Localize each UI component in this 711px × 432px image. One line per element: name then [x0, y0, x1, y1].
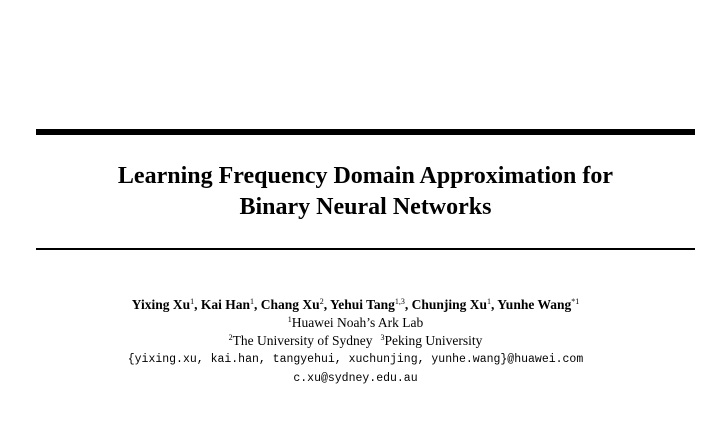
email-line-1: {yixing.xu, kai.han, tangyehui, xuchunjing, yunhe.wang}@huawei.com: [127, 353, 584, 366]
paper-title: [36, 161, 695, 223]
affiliation-line-1: [0, 314, 711, 332]
title-line-2: Binary Neural Networks: [239, 194, 492, 220]
author-name: Yunhe Wang: [497, 297, 572, 312]
author-affiliation-mark: *1: [571, 297, 580, 306]
affiliation-name: Huawei Noah’s Ark Lab: [291, 315, 424, 330]
author-name: Yixing Xu: [131, 297, 191, 312]
affiliation-mark: 1: [287, 315, 292, 324]
author-block: [0, 296, 711, 388]
affiliation-line-2: [0, 332, 711, 350]
title-line-1: Learning Frequency Domain Approximation for: [117, 163, 614, 189]
email-line-2: c.xu@sydney.edu.au: [293, 372, 418, 385]
affiliation-name: Peking University: [384, 333, 483, 348]
author-name: Yehui Tang: [329, 297, 395, 312]
affiliation-name: The University of Sydney: [232, 333, 373, 348]
author-name: Chang Xu: [260, 297, 320, 312]
top-rule: [36, 129, 695, 135]
affiliation-mark: 3: [380, 333, 385, 342]
author-name: Kai Han: [200, 297, 251, 312]
author-affiliation-mark: 1: [190, 297, 195, 306]
author-name: Chunjing Xu: [411, 297, 488, 312]
bottom-rule: [36, 248, 695, 250]
affiliation-mark: 2: [228, 333, 233, 342]
author-affiliation-mark: 1: [487, 297, 492, 306]
author-affiliation-mark: 1,3: [394, 297, 405, 306]
author-list: Yixing Xu$^1$, Kai Han$^1$, Chang Xu$^2$, Yehui Tang$^{1,3}$, Chunjing Xu$^1$, Yunhe Wang$^{*1}$: [131, 297, 580, 312]
author-affiliation-mark: 2: [319, 297, 324, 306]
author-affiliation-mark: 1: [250, 297, 255, 306]
